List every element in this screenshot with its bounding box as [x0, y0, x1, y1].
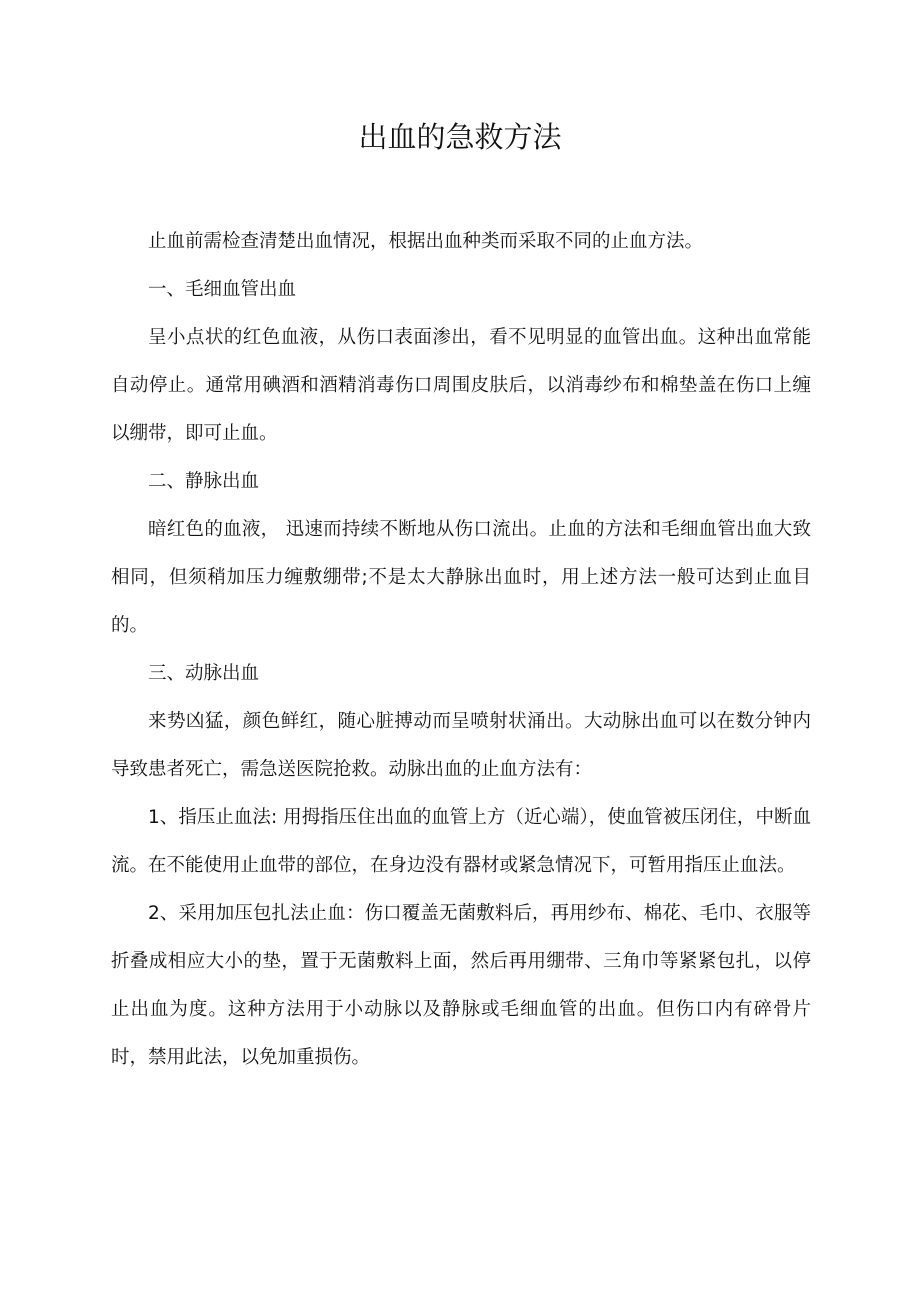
- section-heading-capillary: 一、毛细血管出血: [148, 279, 297, 300]
- venous-paragraph: 暗红色的血液， 迅速而持续不断地从伤口流出。止血的方法和毛细血管出血大致相同，但须稍加压力缠敷绷带;不是太大静脉出血时，用上述方法一般可达到止血目的。: [111, 519, 811, 636]
- method-1-paragraph: 1、指压止血法: 用拇指压住出血的血管上方（近心端），使血管被压闭住，中断血流。在不能使用止血带的部位，在身边没有器材或紧急情况下，可暂用指压止血法。: [111, 807, 811, 876]
- section-heading-venous: 二、静脉出血: [148, 471, 260, 492]
- document-body: [111, 218, 811, 1082]
- capillary-paragraph: 呈小点状的红色血液，从伤口表面渗出，看不见明显的血管出血。这种出血常能自动停止。通常用碘酒和酒精消毒伤口周围皮肤后，以消毒纱布和棉垫盖在伤口上缠以绷带，即可止血。: [111, 327, 811, 444]
- section-heading-arterial: 三、动脉出血: [148, 663, 260, 684]
- method-2-paragraph: 2、采用加压包扎法止血：伤口覆盖无菌敷料后，再用纱布、棉花、毛巾、衣服等折叠成相应大小的垫，置于无菌敷料上面，然后再用绷带、三角巾等紧紧包扎，以停止出血为度。这种方法用于小动脉以及静脉或毛细血管的出血。但伤口内有碎骨片时，禁用此法，以免加重损伤。: [111, 903, 811, 1068]
- arterial-paragraph: 来势凶猛，颜色鲜红，随心脏搏动而呈喷射状涌出。大动脉出血可以在数分钟内导致患者死亡，需急送医院抢救。动脉出血的止血方法有：: [111, 711, 811, 780]
- intro-paragraph: 止血前需检查清楚出血情况，根据出血种类而采取不同的止血方法。: [148, 231, 704, 252]
- document-title: 出血的急救方法: [358, 120, 562, 154]
